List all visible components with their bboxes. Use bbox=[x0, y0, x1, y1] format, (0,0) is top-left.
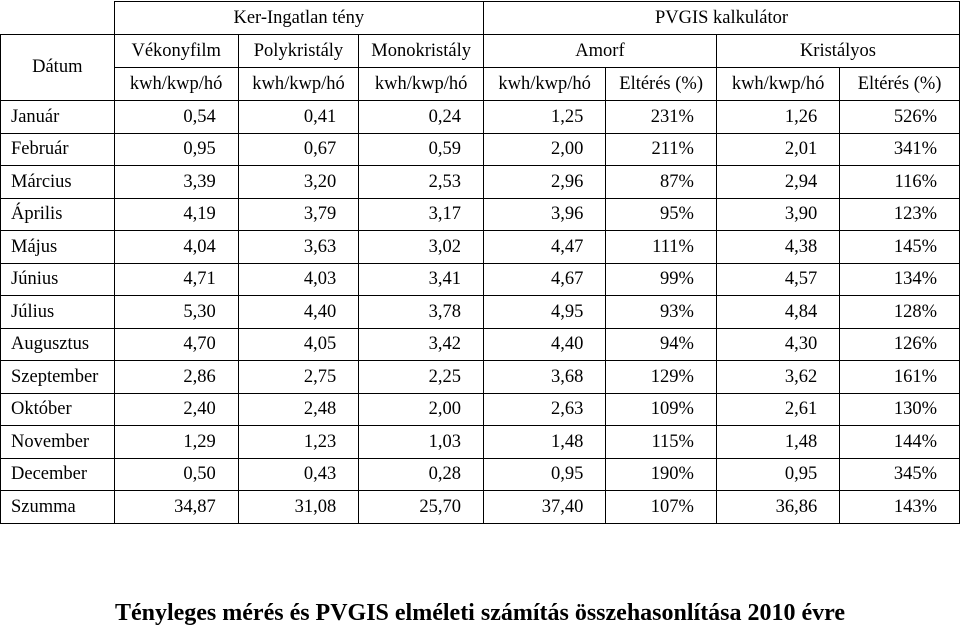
month-cell: Szeptember bbox=[1, 361, 115, 394]
value-cell: 123% bbox=[840, 198, 960, 231]
month-cell: Február bbox=[1, 133, 115, 166]
value-cell: 0,43 bbox=[238, 458, 359, 491]
value-cell: 4,71 bbox=[114, 263, 238, 296]
date-header: Dátum bbox=[1, 35, 115, 101]
col-monokristaly: Monokristály bbox=[359, 35, 484, 68]
month-cell: November bbox=[1, 426, 115, 459]
value-cell: 2,75 bbox=[238, 361, 359, 394]
value-cell: 161% bbox=[840, 361, 960, 394]
value-cell: 3,42 bbox=[359, 328, 484, 361]
value-cell: 4,67 bbox=[484, 263, 606, 296]
group-ker-ingatlan: Ker-Ingatlan tény bbox=[114, 2, 483, 35]
unit-header: kwh/kwp/hó bbox=[716, 68, 839, 101]
value-cell: 526% bbox=[840, 101, 960, 134]
value-cell: 345% bbox=[840, 458, 960, 491]
value-cell: 2,48 bbox=[238, 393, 359, 426]
value-cell: 3,20 bbox=[238, 166, 359, 199]
value-cell: 4,47 bbox=[484, 231, 606, 264]
table-row bbox=[1, 458, 960, 491]
value-cell: 4,95 bbox=[484, 296, 606, 329]
value-cell: 2,96 bbox=[484, 166, 606, 199]
value-cell: 4,19 bbox=[114, 198, 238, 231]
header-row-types bbox=[1, 35, 960, 68]
table-row bbox=[1, 361, 960, 394]
table-row bbox=[1, 101, 960, 134]
value-cell: 4,04 bbox=[114, 231, 238, 264]
value-cell: 3,68 bbox=[484, 361, 606, 394]
value-cell: 4,30 bbox=[716, 328, 839, 361]
value-cell: 0,50 bbox=[114, 458, 238, 491]
value-cell: 341% bbox=[840, 133, 960, 166]
value-cell: 134% bbox=[840, 263, 960, 296]
value-cell: 3,17 bbox=[359, 198, 484, 231]
value-cell: 87% bbox=[606, 166, 717, 199]
month-cell: Július bbox=[1, 296, 115, 329]
value-cell: 4,40 bbox=[238, 296, 359, 329]
month-cell: Április bbox=[1, 198, 115, 231]
value-cell: 0,54 bbox=[114, 101, 238, 134]
value-cell: 145% bbox=[840, 231, 960, 264]
col-vekonyfilm: Vékonyfilm bbox=[114, 35, 238, 68]
value-cell: 0,95 bbox=[716, 458, 839, 491]
value-cell: 211% bbox=[606, 133, 717, 166]
value-cell: 31,08 bbox=[238, 491, 359, 524]
month-cell: Május bbox=[1, 231, 115, 264]
month-cell: Október bbox=[1, 393, 115, 426]
value-cell: 3,62 bbox=[716, 361, 839, 394]
value-cell: 116% bbox=[840, 166, 960, 199]
value-cell: 126% bbox=[840, 328, 960, 361]
value-cell: 0,95 bbox=[484, 458, 606, 491]
value-cell: 128% bbox=[840, 296, 960, 329]
value-cell: 129% bbox=[606, 361, 717, 394]
value-cell: 4,03 bbox=[238, 263, 359, 296]
value-cell: 3,39 bbox=[114, 166, 238, 199]
value-cell: 0,59 bbox=[359, 133, 484, 166]
value-cell: 1,48 bbox=[484, 426, 606, 459]
value-cell: 111% bbox=[606, 231, 717, 264]
value-cell: 1,48 bbox=[716, 426, 839, 459]
value-cell: 1,03 bbox=[359, 426, 484, 459]
unit-header: kwh/kwp/hó bbox=[238, 68, 359, 101]
value-cell: 3,96 bbox=[484, 198, 606, 231]
group-pvgis: PVGIS kalkulátor bbox=[484, 2, 960, 35]
table-row bbox=[1, 426, 960, 459]
value-cell: 231% bbox=[606, 101, 717, 134]
value-cell: 130% bbox=[840, 393, 960, 426]
value-cell: 1,25 bbox=[484, 101, 606, 134]
value-cell: 4,05 bbox=[238, 328, 359, 361]
table-row bbox=[1, 133, 960, 166]
value-cell: 0,24 bbox=[359, 101, 484, 134]
value-cell: 5,30 bbox=[114, 296, 238, 329]
month-cell: December bbox=[1, 458, 115, 491]
value-cell: 3,79 bbox=[238, 198, 359, 231]
value-cell: 4,40 bbox=[484, 328, 606, 361]
value-cell: 4,38 bbox=[716, 231, 839, 264]
value-cell: 190% bbox=[606, 458, 717, 491]
value-cell: 2,01 bbox=[716, 133, 839, 166]
value-cell: 3,78 bbox=[359, 296, 484, 329]
value-cell: 3,63 bbox=[238, 231, 359, 264]
table-row bbox=[1, 328, 960, 361]
value-cell: 94% bbox=[606, 328, 717, 361]
value-cell: 95% bbox=[606, 198, 717, 231]
value-cell: 2,53 bbox=[359, 166, 484, 199]
month-cell: Június bbox=[1, 263, 115, 296]
value-cell: 0,95 bbox=[114, 133, 238, 166]
value-cell: 93% bbox=[606, 296, 717, 329]
month-cell: Szumma bbox=[1, 491, 115, 524]
value-cell: 144% bbox=[840, 426, 960, 459]
table-row bbox=[1, 231, 960, 264]
value-cell: 34,87 bbox=[114, 491, 238, 524]
col-amorf: Amorf bbox=[484, 35, 717, 68]
value-cell: 3,02 bbox=[359, 231, 484, 264]
value-cell: 2,00 bbox=[359, 393, 484, 426]
value-cell: 2,61 bbox=[716, 393, 839, 426]
value-cell: 25,70 bbox=[359, 491, 484, 524]
blank-corner bbox=[1, 2, 115, 35]
table-caption: Tényleges mérés és PVGIS elméleti számítás összehasonlítása 2010 évre bbox=[114, 600, 846, 626]
value-cell: 109% bbox=[606, 393, 717, 426]
value-cell: 2,25 bbox=[359, 361, 484, 394]
unit-header: kwh/kwp/hó bbox=[484, 68, 606, 101]
table-row bbox=[1, 263, 960, 296]
table-row bbox=[1, 166, 960, 199]
unit-header: kwh/kwp/hó bbox=[114, 68, 238, 101]
value-cell: 2,40 bbox=[114, 393, 238, 426]
value-cell: 2,86 bbox=[114, 361, 238, 394]
unit-header: kwh/kwp/hó bbox=[359, 68, 484, 101]
value-cell: 107% bbox=[606, 491, 717, 524]
table-row bbox=[1, 491, 960, 524]
table-body bbox=[1, 2, 960, 524]
col-kristalyos: Kristályos bbox=[716, 35, 959, 68]
value-cell: 143% bbox=[840, 491, 960, 524]
value-cell: 1,23 bbox=[238, 426, 359, 459]
value-cell: 3,41 bbox=[359, 263, 484, 296]
month-cell: Január bbox=[1, 101, 115, 134]
value-cell: 2,94 bbox=[716, 166, 839, 199]
value-cell: 0,67 bbox=[238, 133, 359, 166]
table-row bbox=[1, 393, 960, 426]
month-cell: Augusztus bbox=[1, 328, 115, 361]
comparison-table bbox=[0, 1, 960, 524]
value-cell: 37,40 bbox=[484, 491, 606, 524]
value-cell: 4,57 bbox=[716, 263, 839, 296]
col-polykristaly: Polykristály bbox=[238, 35, 359, 68]
value-cell: 1,26 bbox=[716, 101, 839, 134]
value-cell: 2,00 bbox=[484, 133, 606, 166]
value-cell: 99% bbox=[606, 263, 717, 296]
value-cell: 2,63 bbox=[484, 393, 606, 426]
value-cell: 0,28 bbox=[359, 458, 484, 491]
header-row-units bbox=[1, 68, 960, 101]
value-cell: 115% bbox=[606, 426, 717, 459]
table-row bbox=[1, 198, 960, 231]
value-cell: 4,84 bbox=[716, 296, 839, 329]
value-cell: 3,90 bbox=[716, 198, 839, 231]
month-cell: Március bbox=[1, 166, 115, 199]
unit-header: Eltérés (%) bbox=[606, 68, 717, 101]
value-cell: 1,29 bbox=[114, 426, 238, 459]
unit-header: Eltérés (%) bbox=[840, 68, 960, 101]
header-row-groups bbox=[1, 2, 960, 35]
table-row bbox=[1, 296, 960, 329]
value-cell: 4,70 bbox=[114, 328, 238, 361]
value-cell: 36,86 bbox=[716, 491, 839, 524]
value-cell: 0,41 bbox=[238, 101, 359, 134]
